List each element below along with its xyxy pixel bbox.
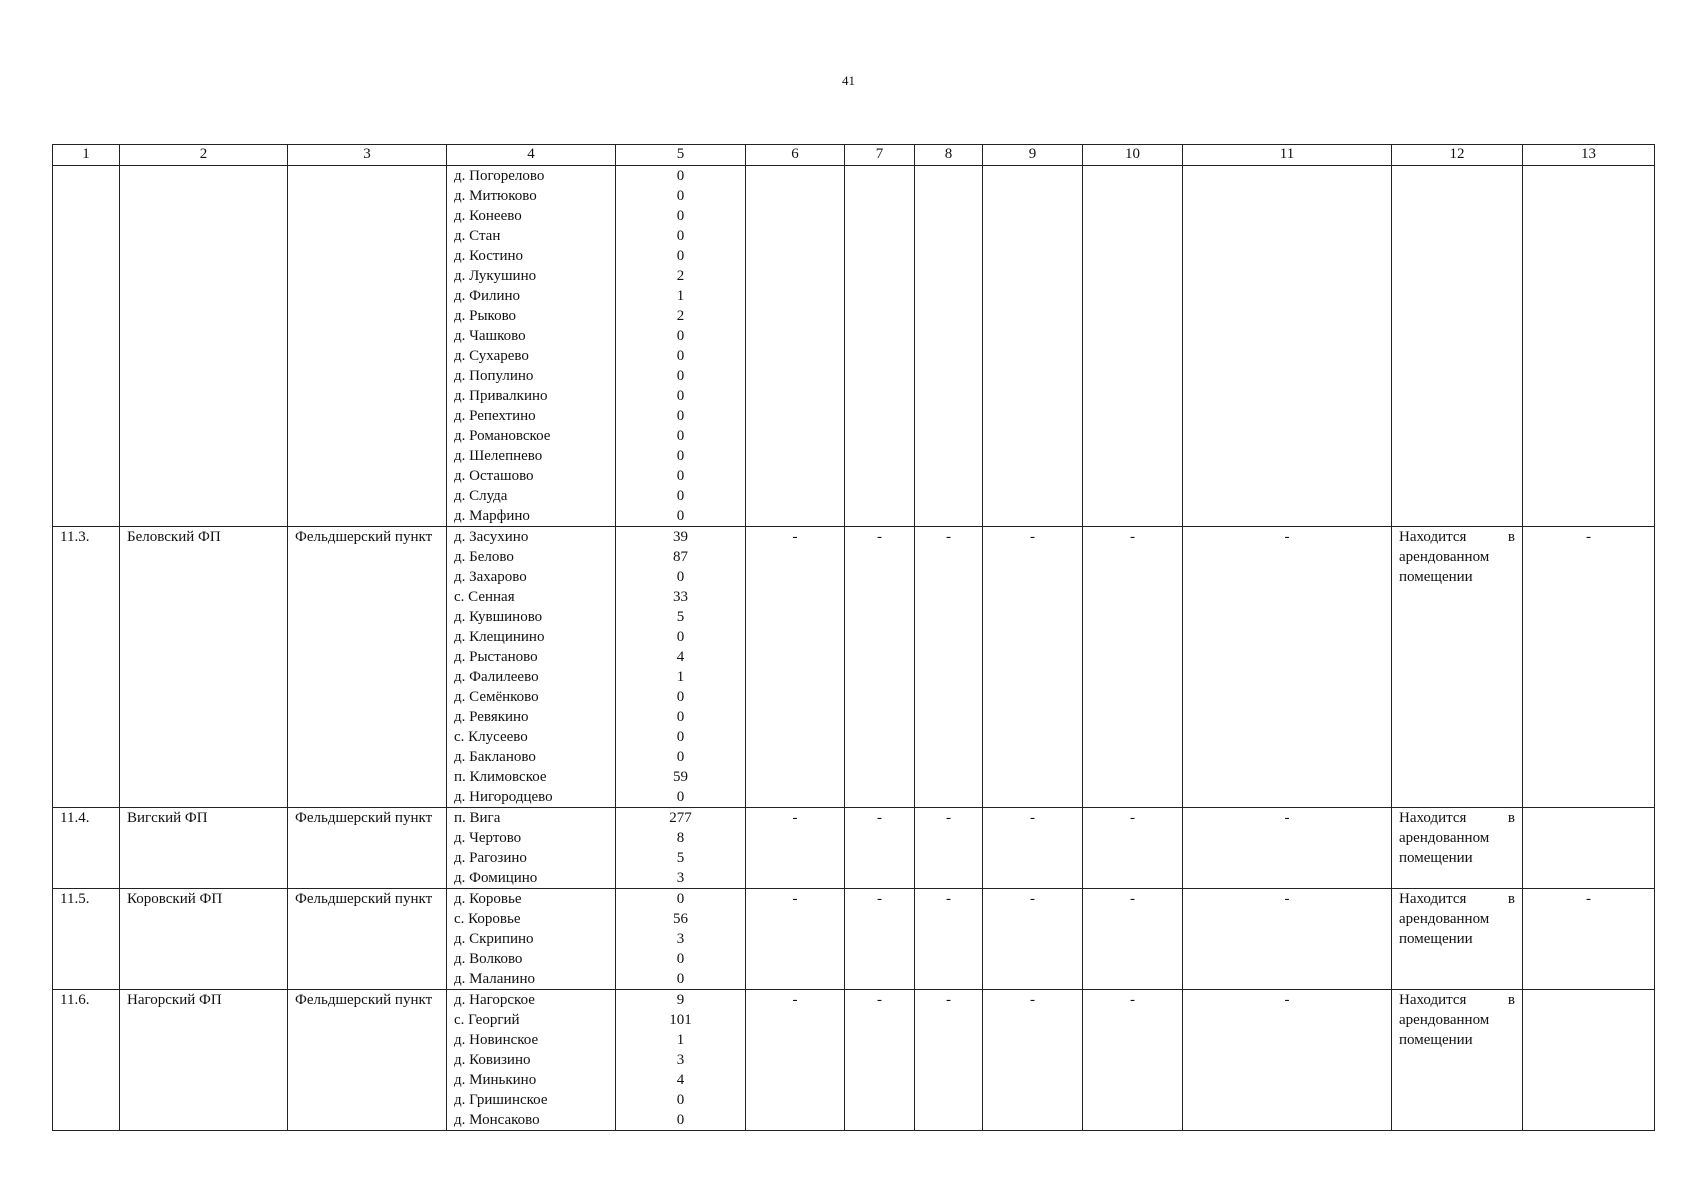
note-line xyxy=(1399,990,1515,1010)
place-name: д. Слуда xyxy=(454,488,508,504)
cell-name xyxy=(120,166,288,527)
note-rest: арендованном помещении xyxy=(1399,830,1490,866)
cell-type: Фельдшерский пункт xyxy=(288,808,447,889)
cell-c7: - xyxy=(845,527,915,808)
place-value: 0 xyxy=(676,428,685,444)
cell-c6: - xyxy=(746,527,845,808)
note-word: в xyxy=(1507,891,1515,907)
place-value: 0 xyxy=(676,368,685,384)
place-value: 87 xyxy=(673,549,688,565)
place-value: 101 xyxy=(669,1012,692,1028)
column-header: 7 xyxy=(845,145,915,166)
place-value: 0 xyxy=(676,709,685,725)
place-value: 0 xyxy=(676,971,685,987)
table-row xyxy=(53,808,1655,889)
place-name: д. Бакланово xyxy=(454,749,536,765)
place-value: 0 xyxy=(676,629,685,645)
note-line xyxy=(1399,527,1515,547)
place-name: д. Ковизино xyxy=(454,1052,531,1068)
place-value: 0 xyxy=(676,1092,685,1108)
place-value: 3 xyxy=(676,870,685,886)
place-value: 2 xyxy=(676,268,685,284)
place-value: 1 xyxy=(676,669,685,685)
cell-c13 xyxy=(1523,990,1655,1131)
place-name: д. Белово xyxy=(454,549,514,565)
place-value: 0 xyxy=(676,1112,685,1128)
cell-col-10 xyxy=(1083,166,1183,527)
place-name: д. Репехтино xyxy=(454,408,536,424)
note-line xyxy=(1399,889,1515,909)
place-name: д. Клещинино xyxy=(454,629,545,645)
table-row xyxy=(53,990,1655,1131)
cell-num: 11.4. xyxy=(53,808,120,889)
note-word: Находится xyxy=(1399,992,1467,1008)
place-value: 1 xyxy=(676,288,685,304)
place-value: 0 xyxy=(676,729,685,745)
cell-c9: - xyxy=(983,527,1083,808)
cell-places xyxy=(447,166,616,527)
cell-type: Фельдшерский пункт xyxy=(288,990,447,1131)
cell-type: Фельдшерский пункт xyxy=(288,889,447,990)
cell-c8: - xyxy=(915,889,983,990)
cell-c6: - xyxy=(746,990,845,1131)
place-value: 0 xyxy=(676,891,685,907)
place-name: д. Рагозино xyxy=(454,850,527,866)
place-name: д. Засухино xyxy=(454,529,529,545)
note-line xyxy=(1399,808,1515,828)
place-value: 0 xyxy=(676,488,685,504)
column-header: 10 xyxy=(1083,145,1183,166)
place-name: д. Кувшиново xyxy=(454,609,543,625)
place-value: 3 xyxy=(676,931,685,947)
place-value: 8 xyxy=(676,830,685,846)
cell-c6: - xyxy=(746,889,845,990)
cell-col-9 xyxy=(983,166,1083,527)
cell-note xyxy=(1392,990,1523,1131)
column-header: 5 xyxy=(616,145,746,166)
place-name: д. Популино xyxy=(454,368,534,384)
cell-note xyxy=(1392,889,1523,990)
place-name: д. Маланино xyxy=(454,971,535,987)
header-row xyxy=(53,145,1655,166)
place-name: д. Нагорское xyxy=(454,992,535,1008)
place-name: д. Костино xyxy=(454,248,524,264)
place-name: д. Фомицино xyxy=(454,870,538,886)
place-value: 5 xyxy=(676,850,685,866)
cell-values xyxy=(616,808,746,889)
cell-name: Беловский ФП xyxy=(120,527,288,808)
cell-values xyxy=(616,990,746,1131)
place-name: д. Шелепнево xyxy=(454,448,543,464)
cell-num: 11.5. xyxy=(53,889,120,990)
cell-col-7 xyxy=(845,166,915,527)
place-name: п. Климовское xyxy=(454,769,547,785)
cell-c9: - xyxy=(983,990,1083,1131)
cell-c9: - xyxy=(983,889,1083,990)
place-name: д. Фалилеево xyxy=(454,669,539,685)
cell-col-6 xyxy=(746,166,845,527)
place-name: д. Скрипино xyxy=(454,931,534,947)
place-name: д. Конеево xyxy=(454,208,522,224)
place-name: д. Новинское xyxy=(454,1032,539,1048)
place-value: 4 xyxy=(676,649,685,665)
place-value: 0 xyxy=(676,248,685,264)
note-rest: арендованном помещении xyxy=(1399,911,1490,947)
cell-col-8 xyxy=(915,166,983,527)
note-word: в xyxy=(1507,529,1515,545)
place-value: 56 xyxy=(673,911,688,927)
note-word: в xyxy=(1507,992,1515,1008)
place-value: 0 xyxy=(676,348,685,364)
page-number: 41 xyxy=(842,73,855,88)
facilities-table xyxy=(52,144,1655,1131)
place-value: 0 xyxy=(676,188,685,204)
cell-col-12 xyxy=(1392,166,1523,527)
cell-name: Нагорский ФП xyxy=(120,990,288,1131)
place-name: д. Ревякино xyxy=(454,709,529,725)
cell-places xyxy=(447,889,616,990)
place-value: 9 xyxy=(676,992,685,1008)
column-header: 1 xyxy=(53,145,120,166)
place-value: 39 xyxy=(673,529,688,545)
cell-type: Фельдшерский пункт xyxy=(288,527,447,808)
place-name: д. Нигородцево xyxy=(454,789,553,805)
place-value: 277 xyxy=(669,810,692,826)
cell-c7: - xyxy=(845,808,915,889)
cell-name: Коровский ФП xyxy=(120,889,288,990)
cell-c10: - xyxy=(1083,527,1183,808)
place-value: 2 xyxy=(676,308,685,324)
place-name: д. Стан xyxy=(454,228,501,244)
place-name: с. Коровье xyxy=(454,911,521,927)
place-name: д. Гришинское xyxy=(454,1092,548,1108)
column-header: 8 xyxy=(915,145,983,166)
note-rest: арендованном помещении xyxy=(1399,1012,1490,1048)
column-header: 11 xyxy=(1183,145,1392,166)
place-value: 0 xyxy=(676,508,685,524)
place-value: 0 xyxy=(676,448,685,464)
cell-values xyxy=(616,527,746,808)
cell-col-13 xyxy=(1523,166,1655,527)
place-name: д. Коровье xyxy=(454,891,522,907)
table-row xyxy=(53,889,1655,990)
note-word: Находится xyxy=(1399,810,1467,826)
table-row xyxy=(53,166,1655,527)
cell-places xyxy=(447,808,616,889)
cell-type xyxy=(288,166,447,527)
place-name: д. Романовское xyxy=(454,428,551,444)
place-name: с. Георгий xyxy=(454,1012,520,1028)
place-value: 0 xyxy=(676,951,685,967)
place-name: д. Захарово xyxy=(454,569,527,585)
cell-c6: - xyxy=(746,808,845,889)
place-name: с. Клусеево xyxy=(454,729,528,745)
place-value: 33 xyxy=(673,589,688,605)
place-value: 0 xyxy=(676,328,685,344)
place-value: 1 xyxy=(676,1032,685,1048)
cell-c10: - xyxy=(1083,889,1183,990)
column-header: 4 xyxy=(447,145,616,166)
place-name: д. Лукушино xyxy=(454,268,537,284)
table-body xyxy=(53,166,1655,1131)
place-name: д. Митюково xyxy=(454,188,537,204)
cell-col-11 xyxy=(1183,166,1392,527)
place-value: 4 xyxy=(676,1072,685,1088)
place-name: д. Филино xyxy=(454,288,521,304)
cell-values xyxy=(616,889,746,990)
place-name: д. Волково xyxy=(454,951,523,967)
cell-c8: - xyxy=(915,527,983,808)
place-value: 0 xyxy=(676,208,685,224)
cell-c11: - xyxy=(1183,808,1392,889)
cell-c7: - xyxy=(845,990,915,1131)
note-word: Находится xyxy=(1399,529,1467,545)
place-name: д. Рыково xyxy=(454,308,517,324)
cell-c11: - xyxy=(1183,889,1392,990)
place-value: 0 xyxy=(676,749,685,765)
column-header: 3 xyxy=(288,145,447,166)
cell-num: 11.3. xyxy=(53,527,120,808)
cell-places xyxy=(447,527,616,808)
cell-c8: - xyxy=(915,990,983,1131)
cell-places xyxy=(447,990,616,1131)
place-value: 59 xyxy=(673,769,688,785)
place-name: д. Сухарево xyxy=(454,348,529,364)
place-value: 3 xyxy=(676,1052,685,1068)
cell-name: Вигский ФП xyxy=(120,808,288,889)
place-name: с. Сенная xyxy=(454,589,515,605)
place-value: 0 xyxy=(676,468,685,484)
place-value: 0 xyxy=(676,789,685,805)
cell-num: 11.6. xyxy=(53,990,120,1131)
place-value: 0 xyxy=(676,569,685,585)
place-value: 0 xyxy=(676,408,685,424)
note-word: в xyxy=(1507,810,1515,826)
cell-num xyxy=(53,166,120,527)
column-header: 6 xyxy=(746,145,845,166)
cell-c10: - xyxy=(1083,990,1183,1131)
place-value: 0 xyxy=(676,228,685,244)
cell-c13: - xyxy=(1523,889,1655,990)
cell-values xyxy=(616,166,746,527)
place-name: д. Семёнково xyxy=(454,689,539,705)
cell-note xyxy=(1392,808,1523,889)
place-name: д. Погорелово xyxy=(454,168,545,184)
cell-c11: - xyxy=(1183,990,1392,1131)
column-header: 9 xyxy=(983,145,1083,166)
note-word: Находится xyxy=(1399,891,1467,907)
place-name: д. Рыстаново xyxy=(454,649,538,665)
cell-c13: - xyxy=(1523,527,1655,808)
place-name: д. Марфино xyxy=(454,508,530,524)
column-header: 2 xyxy=(120,145,288,166)
place-name: п. Вига xyxy=(454,810,501,826)
note-rest: арендованном помещении xyxy=(1399,549,1490,585)
place-value: 0 xyxy=(676,689,685,705)
cell-c7: - xyxy=(845,889,915,990)
place-value: 5 xyxy=(676,609,685,625)
place-name: д. Чертово xyxy=(454,830,522,846)
place-name: д. Привалкино xyxy=(454,388,548,404)
place-name: д. Чашково xyxy=(454,328,526,344)
place-name: д. Минькино xyxy=(454,1072,537,1088)
cell-note xyxy=(1392,527,1523,808)
cell-c13 xyxy=(1523,808,1655,889)
column-header: 12 xyxy=(1392,145,1523,166)
place-name: д. Осташово xyxy=(454,468,534,484)
cell-c8: - xyxy=(915,808,983,889)
column-header: 13 xyxy=(1523,145,1655,166)
cell-c10: - xyxy=(1083,808,1183,889)
table-row xyxy=(53,527,1655,808)
place-value: 0 xyxy=(676,388,685,404)
cell-c9: - xyxy=(983,808,1083,889)
place-name: д. Монсаково xyxy=(454,1112,540,1128)
place-value: 0 xyxy=(676,168,685,184)
cell-c11: - xyxy=(1183,527,1392,808)
